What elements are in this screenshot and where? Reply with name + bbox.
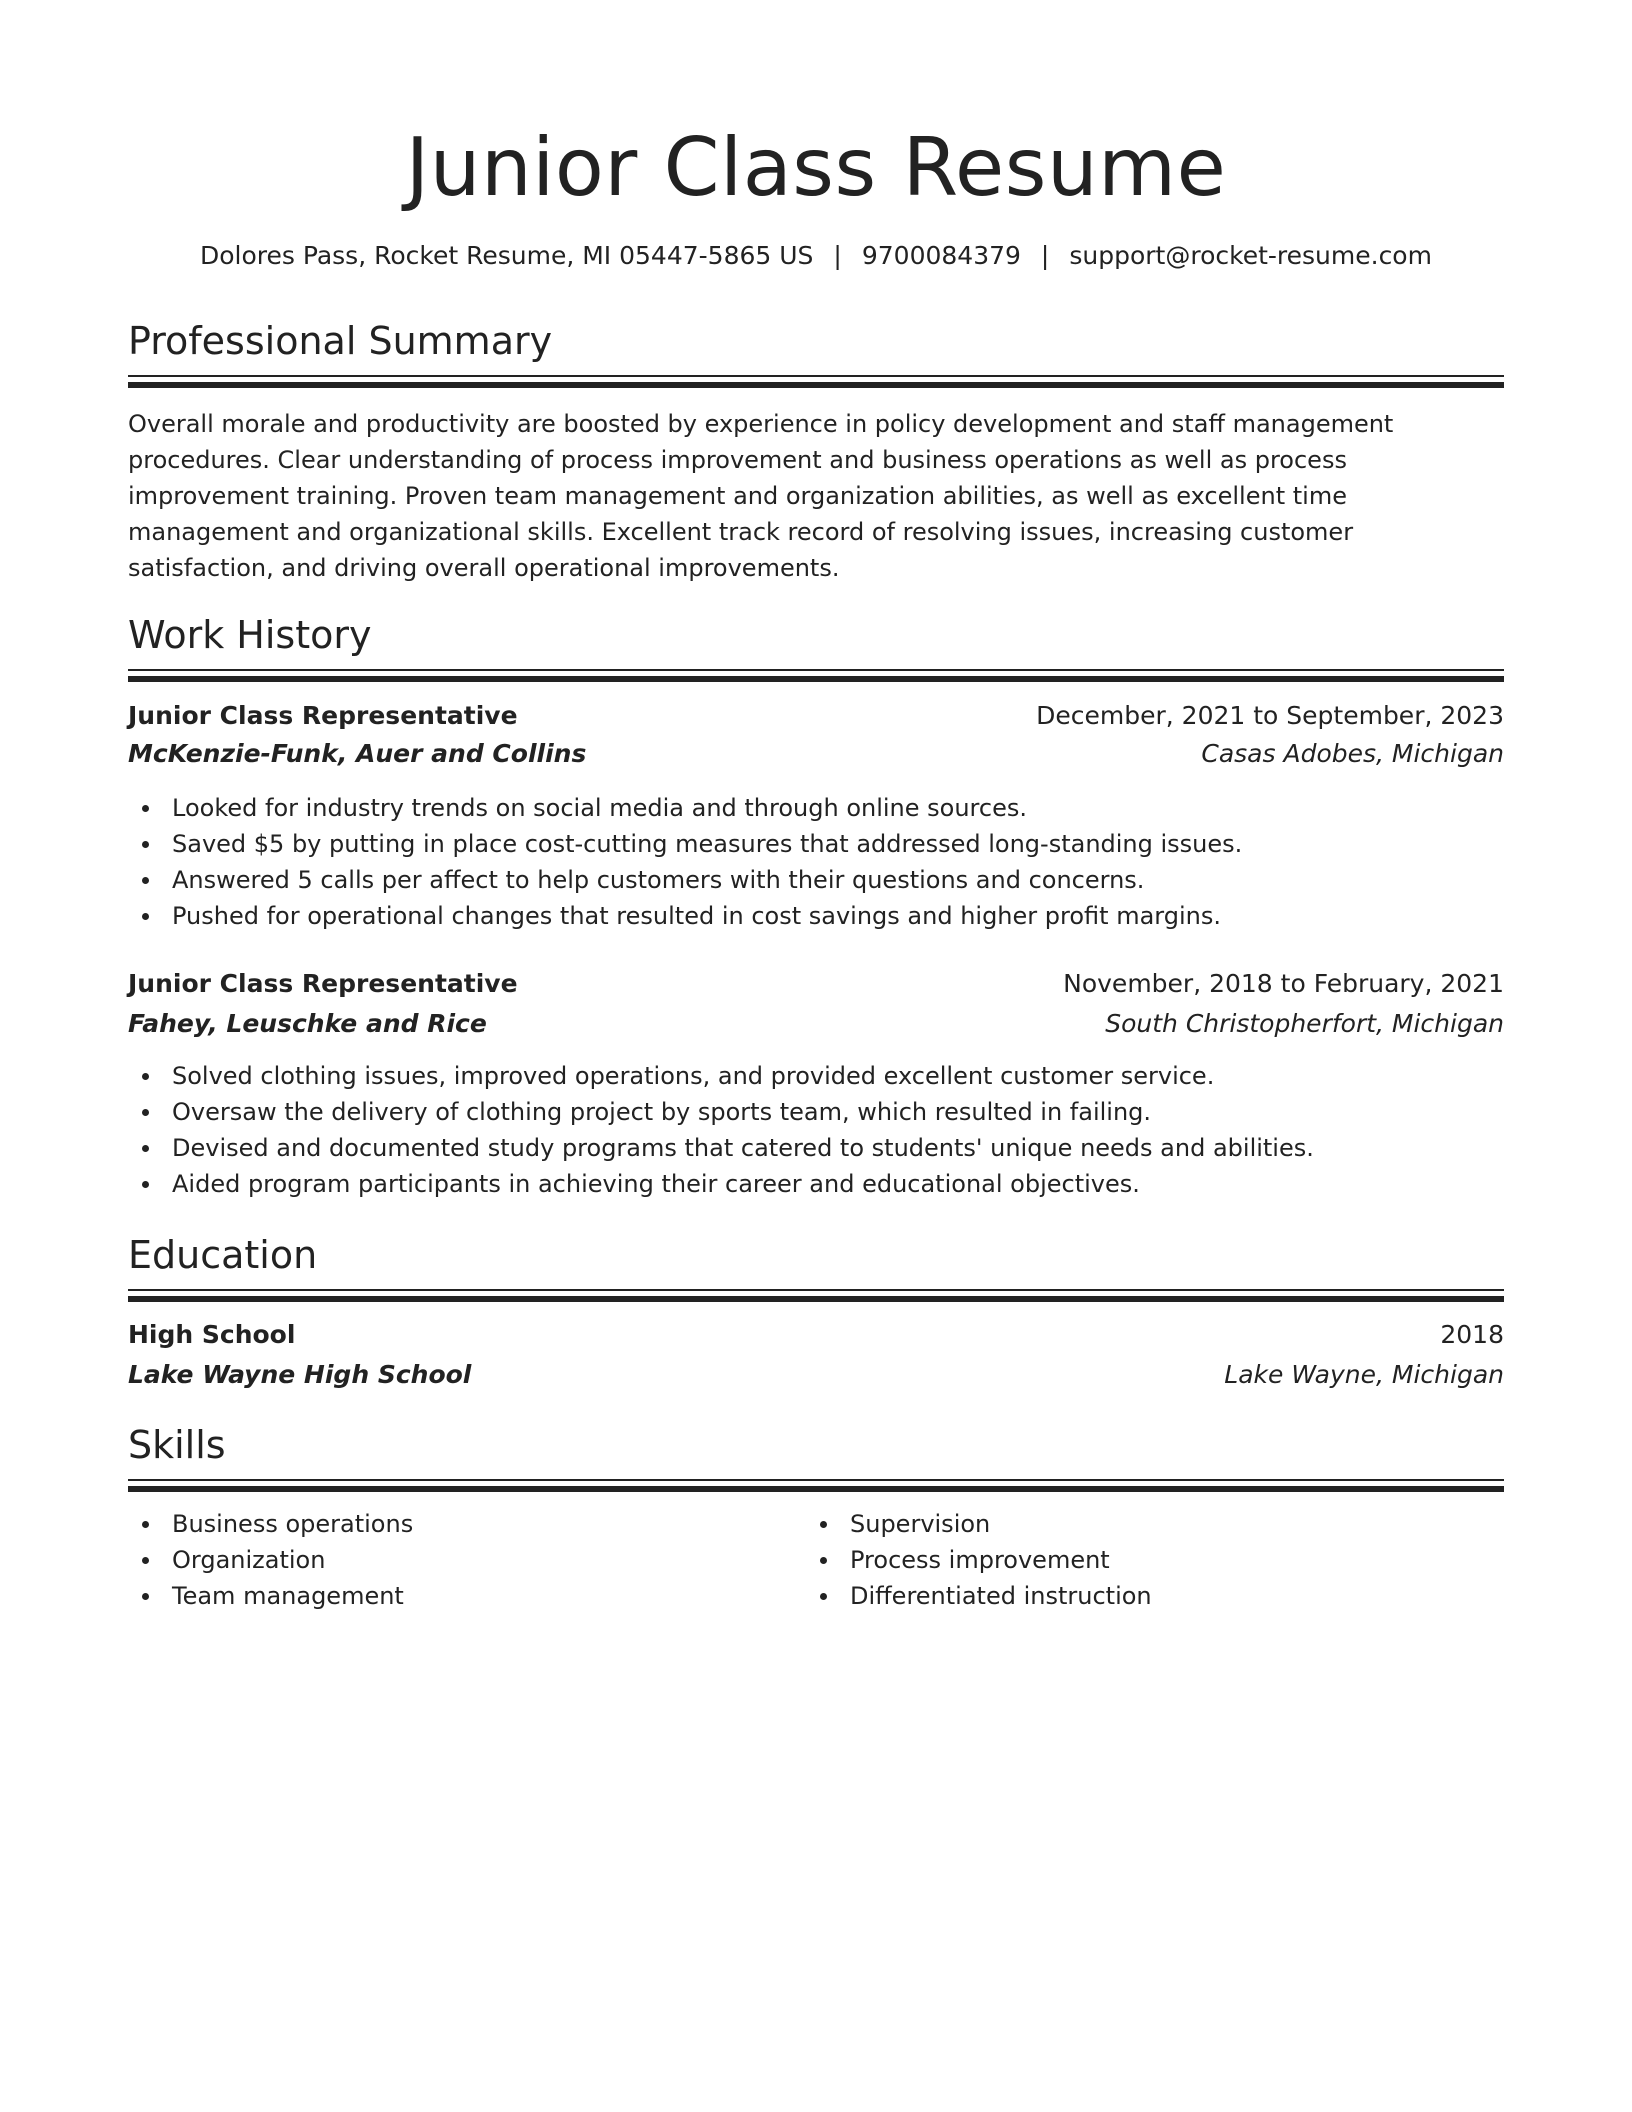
job-header <box>128 697 1504 735</box>
section-divider <box>128 375 1504 389</box>
section-divider <box>128 669 1504 683</box>
education-location: Lake Wayne, Michigan <box>1224 1360 1504 1389</box>
list-item: Aided program participants in achieving their career and educational objectives. <box>128 1166 1504 1202</box>
section-divider <box>128 1479 1504 1493</box>
resume-title: Junior Class Resume <box>405 121 1227 214</box>
skill-item: Team management <box>128 1578 788 1614</box>
summary-text: Overall morale and productivity are boosted by experience in policy development and staff management procedures. Clear understanding of process improvement and business operations as well as process improvement training. Proven team management and organization abilities, as well as excellent time management and organizational skills. Excellent track record of resolving issues, increasing customer satisfaction, and driving overall operational improvements. <box>128 410 1394 582</box>
skills-list-left <box>128 1506 788 1614</box>
job-dates: November, 2018 to February, 2021 <box>1063 969 1504 998</box>
education-degree: High School <box>128 1320 296 1349</box>
job-company: McKenzie-Funk, Auer and Collins <box>128 739 587 768</box>
skill-item: Business operations <box>128 1506 788 1542</box>
job-bullets <box>128 1058 1504 1202</box>
job-role: Junior Class Representative <box>128 701 518 730</box>
section-title-work: Work History <box>128 613 372 657</box>
list-item: Answered 5 calls per affect to help customers with their questions and concerns. <box>128 862 1504 898</box>
job-subheader <box>128 1005 1504 1043</box>
skills-list-right <box>806 1506 1466 1614</box>
contact-email: support@rocket-resume.com <box>1069 241 1432 270</box>
job-subheader <box>128 735 1504 773</box>
education-school: Lake Wayne High School <box>128 1360 472 1389</box>
section-title-education: Education <box>128 1233 318 1277</box>
job-bullets <box>128 790 1504 934</box>
list-item: Oversaw the delivery of clothing project by sports team, which resulted in failing. <box>128 1094 1504 1130</box>
contact-line <box>0 238 1632 274</box>
skill-item: Organization <box>128 1542 788 1578</box>
contact-address: Dolores Pass, Rocket Resume, MI 05447-5865 US <box>200 241 814 270</box>
list-item: Looked for industry trends on social media and through online sources. <box>128 790 1504 826</box>
skill-item: Differentiated instruction <box>806 1578 1466 1614</box>
contact-phone: 9700084379 <box>861 241 1021 270</box>
education-subheader <box>128 1356 1504 1394</box>
section-divider <box>128 1289 1504 1303</box>
section-title-summary: Professional Summary <box>128 319 553 363</box>
list-item: Devised and documented study programs that catered to students' unique needs and abilities. <box>128 1130 1504 1166</box>
job-location: South Christopherfort, Michigan <box>1105 1009 1504 1038</box>
list-item: Pushed for operational changes that resulted in cost savings and higher profit margins. <box>128 898 1504 934</box>
education-header <box>128 1316 1504 1354</box>
contact-separator: | <box>1040 241 1050 270</box>
skill-item: Supervision <box>806 1506 1466 1542</box>
job-location: Casas Adobes, Michigan <box>1201 739 1504 768</box>
skill-item: Process improvement <box>806 1542 1466 1578</box>
list-item: Saved $5 by putting in place cost-cutting measures that addressed long-standing issues. <box>128 826 1504 862</box>
contact-separator: | <box>833 241 842 270</box>
job-dates: December, 2021 to September, 2023 <box>1036 701 1504 730</box>
section-title-skills: Skills <box>128 1423 226 1467</box>
education-year: 2018 <box>1440 1320 1504 1349</box>
list-item: Solved clothing issues, improved operations, and provided excellent customer service. <box>128 1058 1504 1094</box>
job-role: Junior Class Representative <box>128 969 518 998</box>
job-company: Fahey, Leuschke and Rice <box>128 1009 487 1038</box>
job-header <box>128 965 1504 1003</box>
